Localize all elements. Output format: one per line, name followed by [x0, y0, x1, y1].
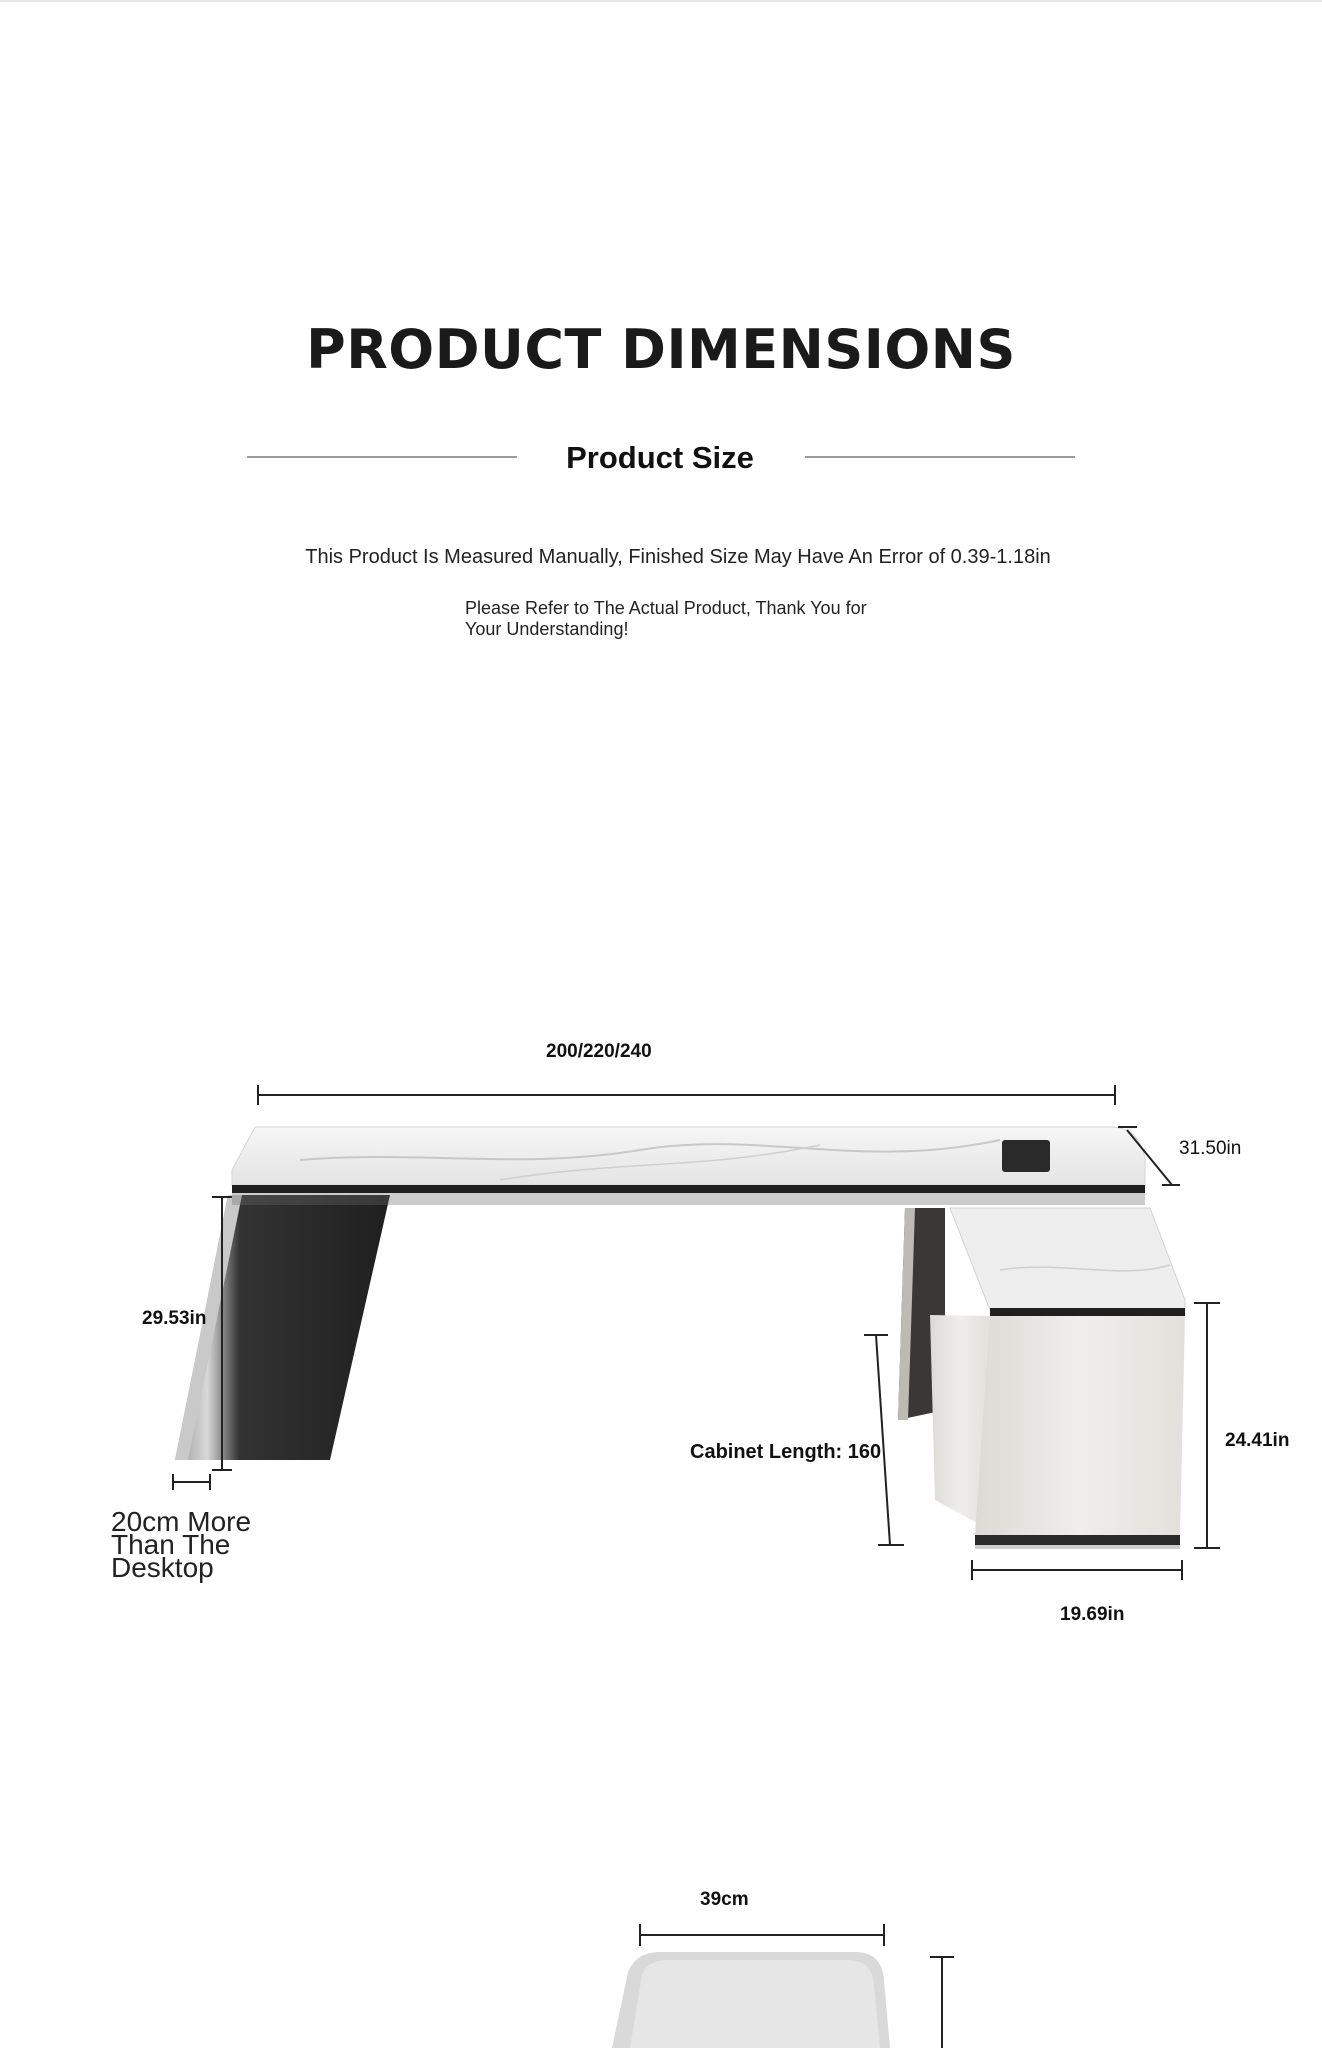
overhang-note: 20cm More Than The Desktop [111, 1506, 252, 1583]
desk-length-label: 200/220/240 [546, 1041, 652, 1062]
chair-back [612, 1952, 890, 2048]
cabinet [930, 1208, 1185, 1549]
section-subtitle: Product Size [566, 440, 754, 475]
power-outlet-icon [1002, 1140, 1050, 1172]
desk-depth-label: 31.50in [1179, 1138, 1242, 1159]
chair-width-label: 39cm [700, 1889, 749, 1910]
page-title: PRODUCT DIMENSIONS [306, 318, 1016, 381]
desk-height-label: 29.53in [142, 1308, 207, 1329]
measurement-note: This Product Is Measured Manually, Finished Size May Have An Error of 0.39-1.18in [305, 546, 1051, 568]
desktop [232, 1127, 1145, 1205]
cabinet-length-label: Cabinet Length: 160 [690, 1441, 882, 1463]
understanding-note: Please Refer to The Actual Product, Thank You for Your Understanding! [465, 598, 867, 639]
desk-left-leg [175, 1195, 390, 1460]
cabinet-width-label: 19.69in [1060, 1604, 1125, 1625]
cabinet-length-line [876, 1335, 890, 1545]
cabinet-height-label: 24.41in [1225, 1430, 1290, 1451]
